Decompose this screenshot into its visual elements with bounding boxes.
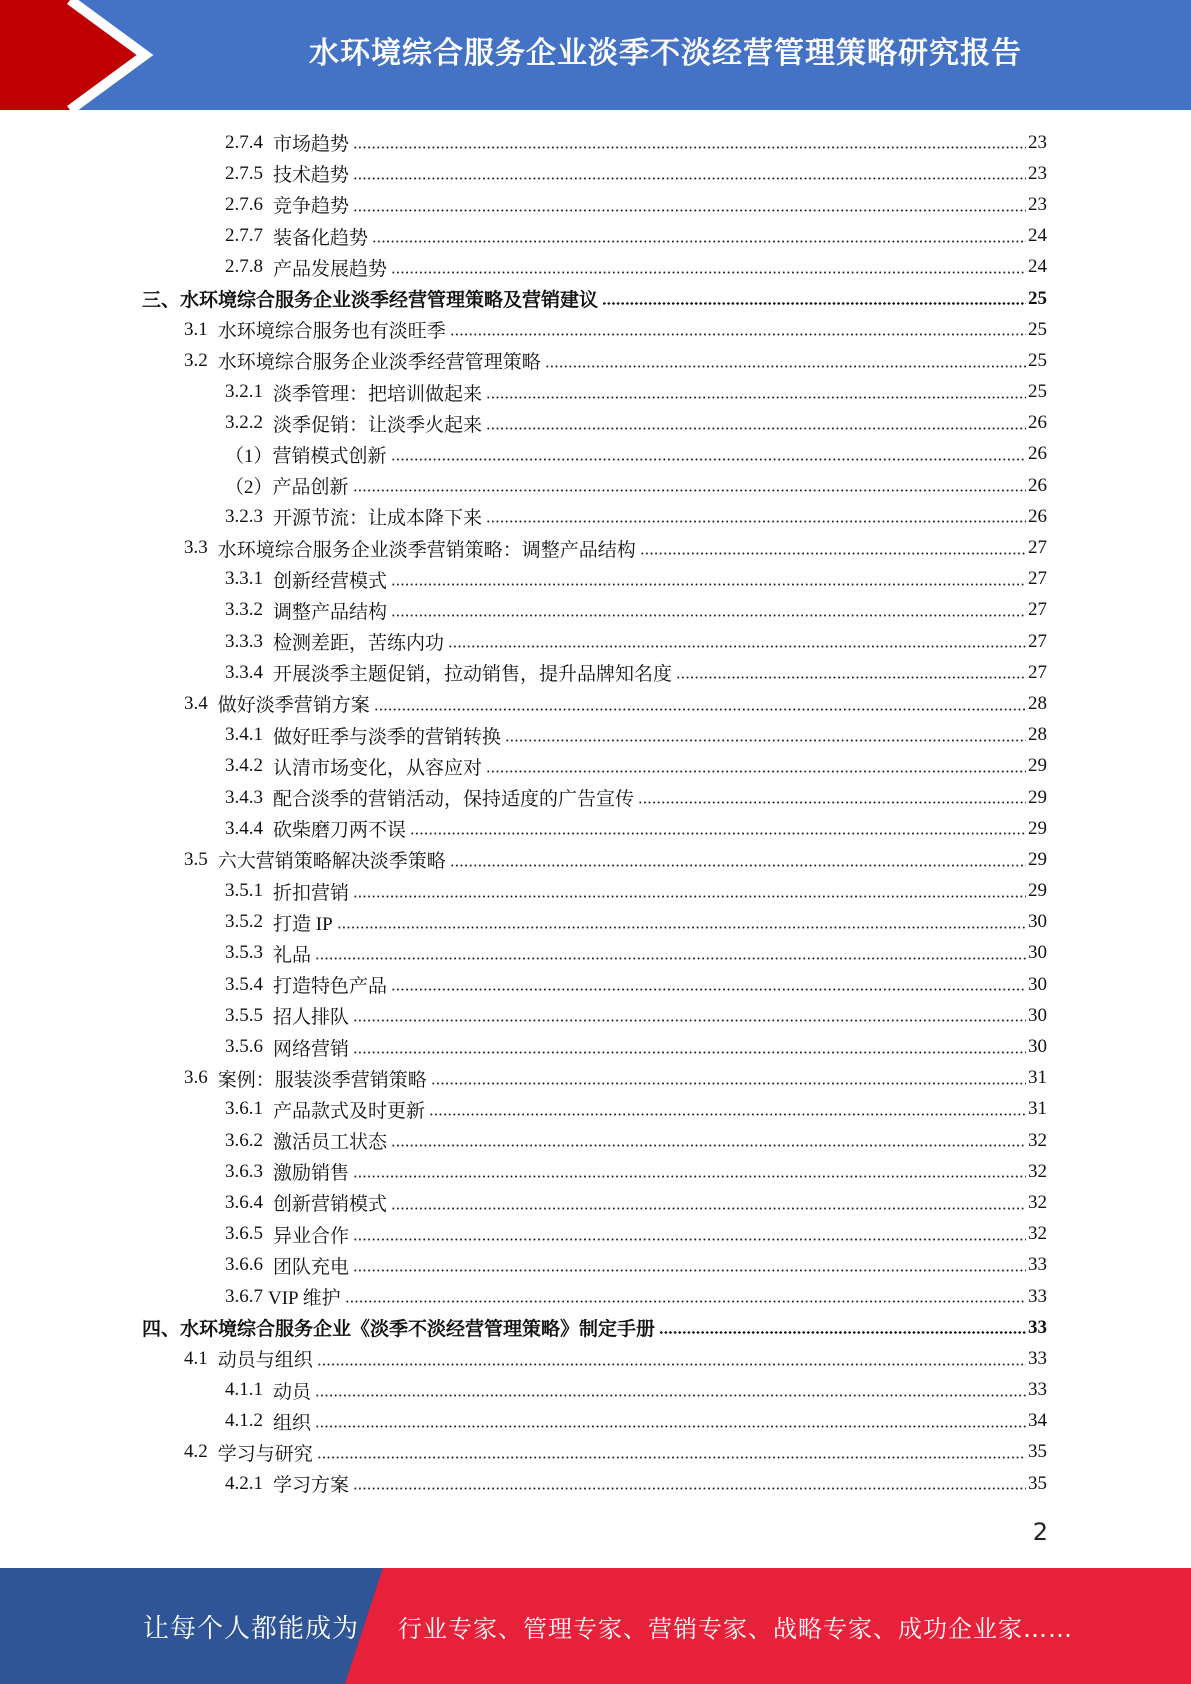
toc-entry-number: 3.2.2	[225, 412, 263, 434]
toc-entry-title: 做好淡季营销方案	[217, 695, 370, 717]
toc-dot-leader	[315, 955, 1026, 962]
toc-entry-page: 23	[1028, 162, 1047, 184]
toc-entry[interactable]	[0, 345, 1191, 376]
toc-entry[interactable]	[0, 907, 1191, 938]
header-banner	[0, 0, 1191, 110]
toc-entry-title: 案例：服装淡季营销策略	[217, 1069, 427, 1091]
toc-entry-page: 25	[1028, 349, 1047, 371]
toc-dot-leader	[391, 269, 1026, 276]
toc-entry[interactable]	[0, 1156, 1191, 1187]
toc-entry-page: 26	[1028, 443, 1047, 465]
toc-entry[interactable]	[0, 1187, 1191, 1218]
toc-entry-title: 认清市场变化，从容应对	[273, 757, 483, 779]
toc-entry-page: 33	[1028, 1316, 1047, 1338]
toc-entry-title: 组织	[273, 1412, 312, 1434]
toc-entry-page: 25	[1028, 381, 1047, 403]
toc-entry[interactable]	[0, 158, 1191, 189]
toc-entry-page: 29	[1028, 817, 1047, 839]
toc-dot-leader	[486, 768, 1026, 775]
arrow-chevron-icon	[0, 0, 170, 110]
toc-dot-leader	[391, 986, 1026, 993]
toc-entry-number: 2.7.6	[225, 193, 263, 215]
toc-entry-title: 创新营销模式	[273, 1194, 388, 1216]
toc-entry[interactable]	[0, 1125, 1191, 1156]
toc-dot-leader	[337, 924, 1026, 931]
toc-entry-title: 产品创新	[272, 477, 349, 499]
toc-entry-number: 3.5.5	[225, 1004, 263, 1026]
toc-entry-page: 29	[1028, 786, 1047, 808]
toc-entry[interactable]	[0, 1406, 1191, 1437]
toc-entry-number: 4.2	[184, 1441, 208, 1463]
toc-entry-page: 33	[1028, 1254, 1047, 1276]
toc-entry-page: 30	[1028, 942, 1047, 964]
toc-entry-page: 30	[1028, 1004, 1047, 1026]
toc-entry-page: 23	[1028, 193, 1047, 215]
toc-entry-page: 26	[1028, 505, 1047, 527]
toc-entry-page: 27	[1028, 537, 1047, 559]
toc-entry[interactable]	[0, 969, 1191, 1000]
toc-dot-leader	[315, 1423, 1026, 1430]
toc-entry-title: 动员与组织	[217, 1350, 313, 1372]
toc-dot-leader	[317, 1454, 1026, 1461]
toc-entry-title: 竞争趋势	[273, 196, 350, 218]
toc-entry-title: 砍柴磨刀两不误	[273, 820, 407, 842]
toc-entry-page: 32	[1028, 1191, 1047, 1213]
toc-entry-title: 装备化趋势	[273, 227, 369, 249]
toc-entry[interactable]	[0, 782, 1191, 813]
toc-dot-leader	[431, 1080, 1026, 1087]
toc-dot-leader	[391, 581, 1026, 588]
toc-entry-page: 30	[1028, 973, 1047, 995]
toc-entry[interactable]	[0, 876, 1191, 907]
toc-entry-title: 淡季促销：让淡季火起来	[273, 414, 483, 436]
toc-entry-title: 产品款式及时更新	[273, 1100, 426, 1122]
toc-dot-leader	[676, 674, 1026, 681]
toc-dot-leader	[353, 175, 1026, 182]
toc-entry-number: 2.7.5	[225, 162, 263, 184]
report-title: 水环境综合服务企业淡季不淡经营管理策略研究报告	[309, 36, 1022, 71]
toc-entry-title: 配合淡季的营销活动，保持适度的广告宣传	[273, 789, 635, 811]
toc-entry[interactable]	[0, 938, 1191, 969]
toc-dot-leader	[545, 363, 1026, 370]
toc-entry-number: 3.5.1	[225, 880, 263, 902]
toc-entry-title: 学习与研究	[217, 1443, 313, 1465]
toc-entry-page: 27	[1028, 568, 1047, 590]
toc-entry[interactable]	[0, 844, 1191, 875]
toc-entry-title: 技术趋势	[273, 165, 350, 187]
page-number: 2	[1032, 1518, 1048, 1546]
toc-entry-number: 3.6.6	[225, 1254, 263, 1276]
toc-entry-page: 35	[1028, 1441, 1047, 1463]
toc-dot-leader	[353, 1236, 1026, 1243]
toc-entry-number: 3.4	[184, 692, 208, 714]
toc-entry[interactable]	[0, 283, 1191, 314]
toc-entry[interactable]	[0, 1219, 1191, 1250]
toc-entry-number: 3.4.3	[225, 786, 263, 808]
toc-entry[interactable]	[0, 1063, 1191, 1094]
toc-dot-leader	[317, 1361, 1026, 1368]
toc-entry-title: 网络营销	[273, 1038, 350, 1060]
toc-entry-title: 创新经营模式	[273, 570, 388, 592]
toc-entry-number: 3.4.1	[225, 724, 263, 746]
toc-entry-page: 31	[1028, 1098, 1047, 1120]
toc-entry-page: 31	[1028, 1067, 1047, 1089]
toc-dot-leader	[410, 830, 1026, 837]
toc-entry-number: 3.5	[184, 848, 208, 870]
toc-entry-number: 3.5.2	[225, 911, 263, 933]
toc-dot-leader	[353, 207, 1026, 214]
toc-entry[interactable]	[0, 314, 1191, 345]
toc-dot-leader	[450, 862, 1026, 869]
toc-entry-page: 27	[1028, 661, 1047, 683]
toc-entry-number: 3.6.3	[225, 1160, 263, 1182]
toc-entry-number: 4.1	[184, 1347, 208, 1369]
toc-entry-number: 3.5.6	[225, 1036, 263, 1058]
toc-entry[interactable]	[0, 1437, 1191, 1468]
toc-entry[interactable]	[0, 408, 1191, 439]
toc-entry[interactable]	[0, 127, 1191, 158]
toc-entry-title: 三、水环境综合服务企业淡季经营管理策略及营销建议	[142, 290, 599, 312]
toc-entry[interactable]	[0, 470, 1191, 501]
toc-entry[interactable]	[0, 439, 1191, 470]
toc-entry-title: 异业合作	[273, 1225, 350, 1247]
toc-dot-leader	[505, 737, 1026, 744]
toc-dot-leader	[450, 331, 1026, 338]
toc-entry-title: 招人排队	[273, 1007, 350, 1029]
toc-dot-leader	[391, 1205, 1026, 1212]
toc-entry-title: 水环境综合服务企业淡季经营管理策略	[217, 352, 541, 374]
toc-entry-number: 3.5.4	[225, 973, 263, 995]
toc-entry-page: 32	[1028, 1223, 1047, 1245]
toc-dot-leader	[353, 1173, 1026, 1180]
toc-dot-leader	[353, 1017, 1026, 1024]
toc-dot-leader	[486, 518, 1026, 525]
toc-entry-page: 29	[1028, 880, 1047, 902]
toc-entry-number: 3.3	[184, 537, 208, 559]
table-of-contents	[0, 127, 1191, 1499]
toc-entry-number: 3.1	[184, 318, 208, 340]
toc-dot-leader	[353, 144, 1026, 151]
toc-entry[interactable]	[0, 189, 1191, 220]
toc-entry-title: 礼品	[273, 944, 312, 966]
toc-entry-number: 4.1.2	[225, 1410, 263, 1432]
toc-entry[interactable]	[0, 751, 1191, 782]
toc-entry-page: 23	[1028, 131, 1047, 153]
toc-entry-page: 25	[1028, 287, 1047, 309]
toc-entry[interactable]	[0, 626, 1191, 657]
toc-entry-number: 3.6.1	[225, 1098, 263, 1120]
toc-entry-number: 3.5.3	[225, 942, 263, 964]
toc-dot-leader	[640, 550, 1026, 557]
toc-entry[interactable]	[0, 1468, 1191, 1499]
toc-entry-page: 26	[1028, 474, 1047, 496]
toc-dot-leader	[374, 706, 1026, 713]
toc-entry[interactable]	[0, 252, 1191, 283]
toc-entry-number: 3.6	[184, 1067, 208, 1089]
toc-entry-number: 2.7.8	[225, 256, 263, 278]
toc-entry-number: 4.1.1	[225, 1379, 263, 1401]
toc-dot-leader	[659, 1329, 1026, 1336]
toc-entry-title: 打造 IP	[273, 913, 333, 935]
toc-entry-title: 水环境综合服务也有淡旺季	[217, 321, 446, 343]
toc-entry-page: 26	[1028, 412, 1047, 434]
toc-entry[interactable]	[0, 688, 1191, 719]
toc-entry-page: 32	[1028, 1129, 1047, 1151]
toc-dot-leader	[345, 1298, 1026, 1305]
toc-entry-number: 3.3.1	[225, 568, 263, 590]
toc-dot-leader	[353, 1485, 1026, 1492]
toc-entry-title: 团队充电	[273, 1256, 350, 1278]
toc-entry-title: 营销模式创新	[272, 445, 387, 467]
footer-slogan-left: 让每个人都能成为	[143, 1613, 360, 1644]
toc-dot-leader	[315, 1392, 1026, 1399]
toc-entry[interactable]	[0, 720, 1191, 751]
footer-banner	[0, 1568, 1191, 1684]
toc-entry-number: 3.6.2	[225, 1129, 263, 1151]
toc-entry-number: 4.2.1	[225, 1472, 263, 1494]
toc-entry-page: 33	[1028, 1285, 1047, 1307]
toc-entry-title: 六大营销策略解决淡季策略	[217, 851, 446, 873]
toc-dot-leader	[602, 300, 1026, 307]
toc-entry-number: 3.2.3	[225, 505, 263, 527]
toc-entry-page: 24	[1028, 225, 1047, 247]
toc-entry-number: 2.7.4	[225, 131, 263, 153]
toc-entry-page: 30	[1028, 1036, 1047, 1058]
toc-entry[interactable]	[0, 564, 1191, 595]
toc-entry[interactable]	[0, 1375, 1191, 1406]
toc-entry-title: 调整产品结构	[273, 601, 388, 623]
toc-entry-page: 28	[1028, 724, 1047, 746]
toc-entry-page: 28	[1028, 692, 1047, 714]
toc-entry-number: 3.6.7	[225, 1285, 263, 1307]
toc-dot-leader	[391, 612, 1026, 619]
toc-entry-page: 27	[1028, 630, 1047, 652]
toc-entry-number: 3.2.1	[225, 381, 263, 403]
toc-entry[interactable]	[0, 1000, 1191, 1031]
toc-dot-leader	[372, 238, 1026, 245]
toc-entry[interactable]	[0, 1250, 1191, 1281]
toc-entry-number: 3.3.3	[225, 630, 263, 652]
toc-entry-page: 35	[1028, 1472, 1047, 1494]
toc-entry-title: VIP 维护	[268, 1288, 341, 1310]
toc-entry-title: 市场趋势	[273, 134, 350, 156]
toc-entry-number: 3.6.4	[225, 1191, 263, 1213]
toc-entry[interactable]	[0, 813, 1191, 844]
toc-entry-title: 淡季管理：把培训做起来	[273, 383, 483, 405]
toc-dot-leader	[448, 643, 1026, 650]
toc-dot-leader	[486, 394, 1026, 401]
toc-entry-page: 32	[1028, 1160, 1047, 1182]
toc-entry-page: 34	[1028, 1410, 1047, 1432]
toc-entry-title: 开展淡季主题促销，拉动销售，提升品牌知名度	[273, 664, 673, 686]
toc-entry-title: 四、水环境综合服务企业《淡季不淡经营管理策略》制定手册	[142, 1319, 656, 1341]
toc-entry-number: 2.7.7	[225, 225, 263, 247]
toc-entry-number: 3.4.2	[225, 755, 263, 777]
toc-entry-page: 30	[1028, 911, 1047, 933]
toc-dot-leader	[391, 456, 1026, 463]
toc-entry-page: 29	[1028, 755, 1047, 777]
toc-entry-page: 33	[1028, 1379, 1047, 1401]
toc-entry-page: 29	[1028, 848, 1047, 870]
toc-entry[interactable]	[0, 1094, 1191, 1125]
toc-dot-leader	[429, 1111, 1026, 1118]
toc-entry[interactable]	[0, 1031, 1191, 1062]
toc-entry[interactable]	[0, 1343, 1191, 1374]
toc-entry-title: 动员	[273, 1381, 312, 1403]
toc-dot-leader	[638, 799, 1026, 806]
toc-dot-leader	[391, 1142, 1026, 1149]
toc-dot-leader	[353, 893, 1026, 900]
toc-entry-number: 3.3.2	[225, 599, 263, 621]
toc-entry-title: 折扣营销	[273, 882, 350, 904]
toc-entry-number: 3.6.5	[225, 1223, 263, 1245]
toc-entry[interactable]	[0, 221, 1191, 252]
toc-entry-number: 3.3.4	[225, 661, 263, 683]
toc-entry-page: 27	[1028, 599, 1047, 621]
toc-entry[interactable]	[0, 595, 1191, 626]
toc-dot-leader	[353, 487, 1026, 494]
toc-entry-number: 3.4.4	[225, 817, 263, 839]
toc-entry[interactable]	[0, 1312, 1191, 1343]
toc-entry-title: 激励销售	[273, 1163, 350, 1185]
toc-entry-title: 做好旺季与淡季的营销转换	[273, 726, 502, 748]
toc-entry-title: 开源节流：让成本降下来	[273, 508, 483, 530]
toc-entry-page: 33	[1028, 1347, 1047, 1369]
toc-entry[interactable]	[0, 377, 1191, 408]
toc-entry-number: （1）	[225, 445, 273, 467]
toc-entry-page: 25	[1028, 318, 1047, 340]
toc-entry-title: 检测差距，苦练内功	[273, 633, 445, 655]
toc-entry-title: 产品发展趋势	[273, 258, 388, 280]
toc-dot-leader	[353, 1049, 1026, 1056]
toc-entry[interactable]	[0, 657, 1191, 688]
toc-entry[interactable]	[0, 501, 1191, 532]
toc-entry-title: 激活员工状态	[273, 1132, 388, 1154]
toc-entry-number: （2）	[225, 477, 273, 499]
toc-dot-leader	[353, 1267, 1026, 1274]
toc-entry[interactable]	[0, 1281, 1191, 1312]
toc-entry-page: 24	[1028, 256, 1047, 278]
footer-slogan-right: 行业专家、管理专家、营销专家、战略专家、成功企业家……	[398, 1614, 1073, 1643]
toc-entry-title: 学习方案	[273, 1475, 350, 1497]
toc-dot-leader	[486, 425, 1026, 432]
toc-entry-title: 打造特色产品	[273, 976, 388, 998]
toc-entry-title: 水环境综合服务企业淡季营销策略：调整产品结构	[217, 539, 636, 561]
toc-entry-number: 3.2	[184, 349, 208, 371]
toc-entry[interactable]	[0, 532, 1191, 563]
